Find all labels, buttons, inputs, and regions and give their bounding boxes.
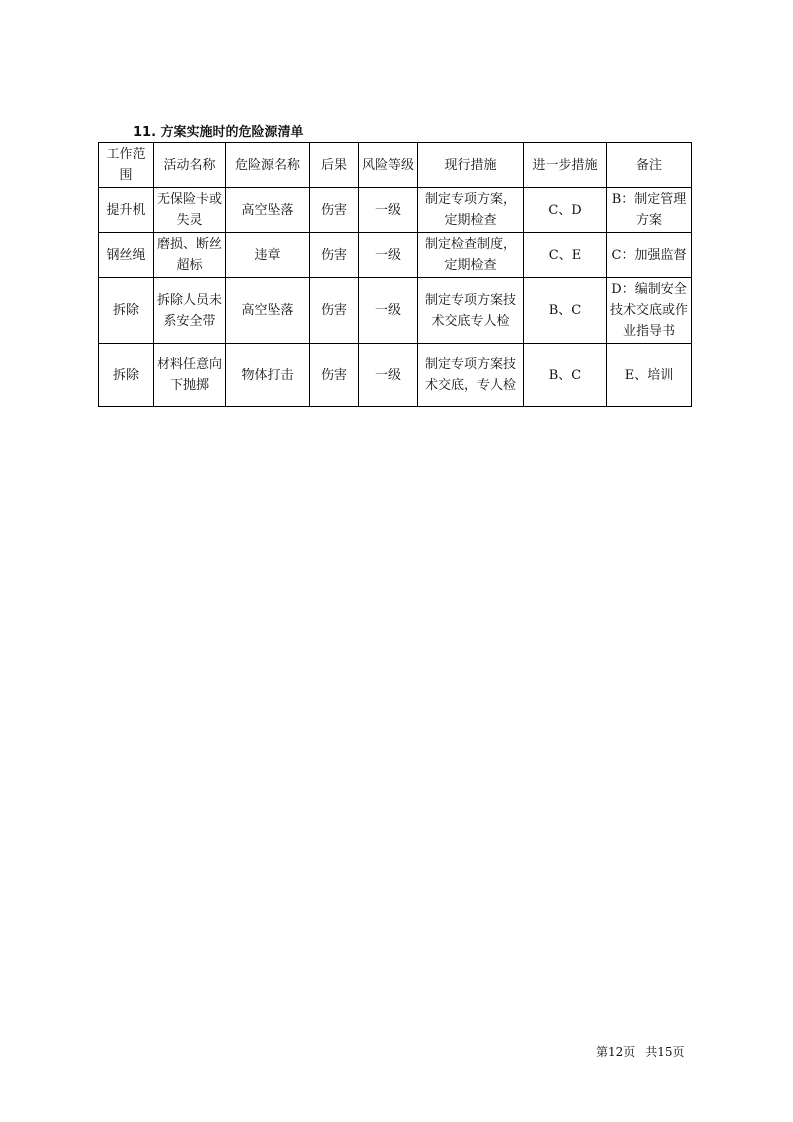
table-row — [99, 344, 692, 407]
page-number: 第12页 — [596, 1045, 636, 1059]
cell-further-measures: C、D — [524, 188, 607, 233]
col-header-remarks: 备注 — [607, 143, 692, 188]
cell-activity: 拆除人员未系安全带 — [154, 278, 226, 344]
cell-remarks: B：制定管理方案 — [607, 188, 692, 233]
cell-hazard: 物体打击 — [226, 344, 310, 407]
cell-consequence: 伤害 — [310, 188, 359, 233]
col-header-current-measures: 现行措施 — [418, 143, 524, 188]
col-header-risk-level: 风险等级 — [359, 143, 418, 188]
table-row — [99, 188, 692, 233]
table-header-row — [99, 143, 692, 188]
cell-activity: 材料任意向下抛掷 — [154, 344, 226, 407]
cell-remarks: D：编制安全技术交底或作业指导书 — [607, 278, 692, 344]
cell-scope: 钢丝绳 — [99, 233, 154, 278]
cell-risk-level: 一级 — [359, 278, 418, 344]
cell-remarks: E、培训 — [607, 344, 692, 407]
cell-hazard: 违章 — [226, 233, 310, 278]
cell-consequence: 伤害 — [310, 233, 359, 278]
table-row — [99, 233, 692, 278]
cell-further-measures: B、C — [524, 278, 607, 344]
cell-scope: 拆除 — [99, 344, 154, 407]
cell-current-measures: 制定检查制度，定期检查 — [418, 233, 524, 278]
table-row — [99, 278, 692, 344]
col-header-hazard: 危险源名称 — [226, 143, 310, 188]
cell-scope: 拆除 — [99, 278, 154, 344]
col-header-activity: 活动名称 — [154, 143, 226, 188]
cell-current-measures: 制定专项方案技术交底，专人检 — [418, 344, 524, 407]
cell-consequence: 伤害 — [310, 344, 359, 407]
cell-risk-level: 一级 — [359, 344, 418, 407]
cell-activity: 无保险卡或失灵 — [154, 188, 226, 233]
col-header-scope: 工作范围 — [99, 143, 154, 188]
cell-scope: 提升机 — [99, 188, 154, 233]
col-header-further-measures: 进一步措施 — [524, 143, 607, 188]
cell-further-measures: B、C — [524, 344, 607, 407]
cell-hazard: 高空坠落 — [226, 188, 310, 233]
cell-further-measures: C、E — [524, 233, 607, 278]
cell-remarks: C：加强监督 — [607, 233, 692, 278]
section-title: 11. 方案实施时的危险源清单 — [133, 125, 304, 140]
page-total: 共15页 — [645, 1045, 685, 1059]
col-header-consequence: 后果 — [310, 143, 359, 188]
cell-consequence: 伤害 — [310, 278, 359, 344]
cell-activity: 磨损、断丝超标 — [154, 233, 226, 278]
cell-risk-level: 一级 — [359, 233, 418, 278]
hazard-table — [98, 142, 692, 407]
cell-current-measures: 制定专项方案技术交底专人检 — [418, 278, 524, 344]
cell-risk-level: 一级 — [359, 188, 418, 233]
page-footer — [596, 1043, 695, 1060]
cell-current-measures: 制定专项方案，定期检查 — [418, 188, 524, 233]
cell-hazard: 高空坠落 — [226, 278, 310, 344]
